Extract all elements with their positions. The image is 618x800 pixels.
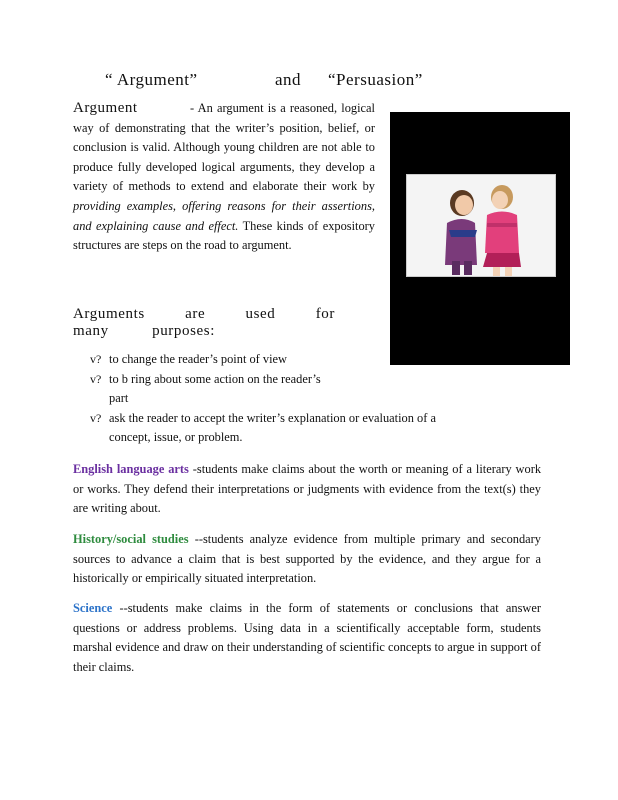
intro-text-1: An argument is a reasoned, logical way of demonstrating that the writer’s position, belief, or conclusion is valid. Although young children are not able to produce fully developed logical arguments, they develop a variety of methods to extend and elaborate their work by	[73, 101, 375, 194]
title-argument: “ Argument”	[105, 70, 198, 89]
title-and: and	[275, 70, 302, 89]
section-label: Science	[73, 601, 113, 615]
purposes-heading-line1: Arguments are used for	[73, 306, 335, 322]
section-label: English language arts	[73, 462, 189, 476]
list-item: v? ask the reader to accept the writer’s explanation or evaluation of a concept, issue, or problem.	[90, 410, 436, 445]
title-persuasion: “Persuasion”	[328, 70, 423, 89]
section-science: Science --students make claims in the form of statements or conclusions that answer questions or address problems. Using data in a scientifically acceptable form, students marshal evidence and draw on their understanding of scientific concepts to argue in support of their claims.	[73, 601, 541, 674]
intro-dash: -	[189, 101, 195, 115]
photo-two-girls-arguing-icon	[406, 174, 556, 277]
purposes-heading-line2: many purposes:	[73, 323, 215, 339]
section-history-social-studies: History/social studies --students analyze evidence from multiple primary and secondary sources to advance a claim that is best supported by the evidence, and they argue for a historically or empirically situated interpretation.	[73, 532, 541, 586]
section-label: History/social studies	[73, 532, 189, 546]
bullet-check-icon: v?	[90, 352, 102, 366]
list-item: v? to change the reader’s point of view	[90, 350, 339, 370]
intro-heading: Argument	[73, 100, 138, 116]
section-english-language-arts: English language arts -students make claims about the worth or meaning of a literary work or works. They defend their interpretations or judgments with evidence from the text(s) they are writing about.	[73, 462, 542, 516]
purposes-list	[90, 350, 470, 448]
bullet-check-icon: v?	[90, 410, 102, 425]
list-item: v? to b ring about some action on the reader’s part	[90, 371, 321, 406]
intro-text-2: These kinds of expository structures are steps on the road to argument.	[73, 218, 375, 253]
intro-paragraph	[73, 99, 375, 256]
image-frame	[390, 112, 570, 365]
bullet-check-icon: v?	[90, 371, 102, 386]
intro-italic: providing examples, offering reasons for their assertions, and explaining cause and effect.	[73, 198, 375, 233]
